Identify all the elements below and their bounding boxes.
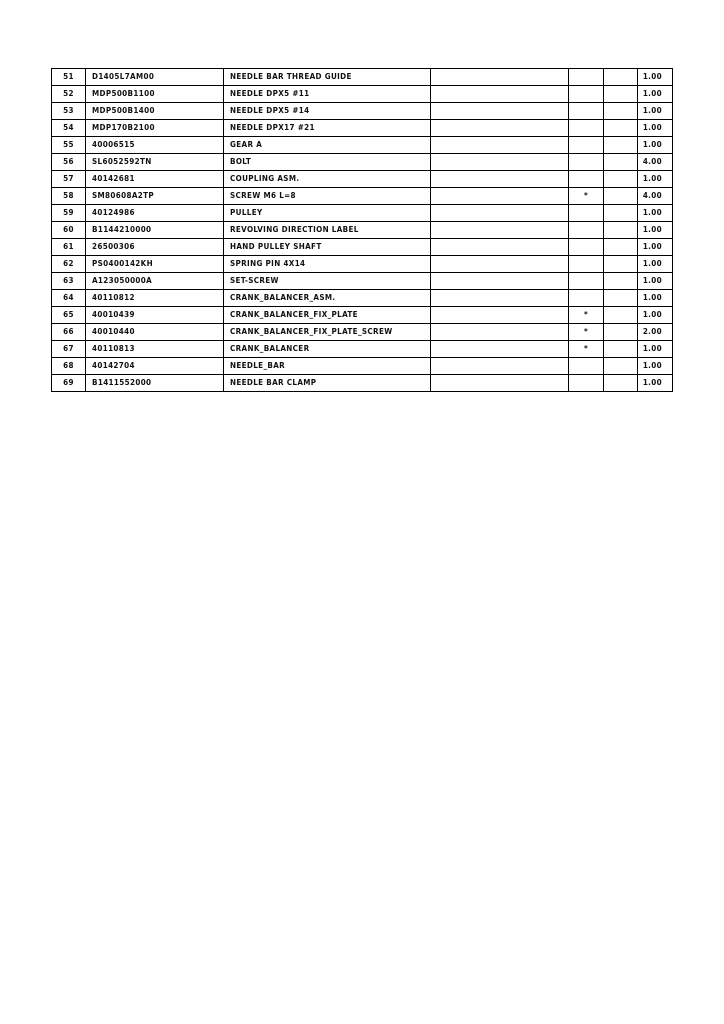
remark-cell <box>431 137 569 154</box>
description-cell: GEAR A <box>224 137 431 154</box>
mark-cell <box>569 273 604 290</box>
table-row <box>52 103 673 120</box>
item-number-cell: 59 <box>52 205 86 222</box>
part-number-cell: 40142704 <box>86 358 224 375</box>
quantity-cell: 1.00 <box>638 171 673 188</box>
remark-cell <box>431 324 569 341</box>
remark-cell <box>431 256 569 273</box>
extra-cell <box>604 137 638 154</box>
mark-cell: * <box>569 324 604 341</box>
mark-cell <box>569 290 604 307</box>
mark-cell <box>569 222 604 239</box>
item-number-cell: 60 <box>52 222 86 239</box>
remark-cell <box>431 341 569 358</box>
mark-cell <box>569 375 604 392</box>
extra-cell <box>604 290 638 307</box>
extra-cell <box>604 358 638 375</box>
remark-cell <box>431 103 569 120</box>
table-row <box>52 69 673 86</box>
part-number-cell: D1405L7AM00 <box>86 69 224 86</box>
table-row <box>52 171 673 188</box>
part-number-cell: 40006515 <box>86 137 224 154</box>
description-cell: SPRING PIN 4X14 <box>224 256 431 273</box>
remark-cell <box>431 307 569 324</box>
description-cell: NEEDLE DPX5 #11 <box>224 86 431 103</box>
mark-cell <box>569 239 604 256</box>
quantity-cell: 1.00 <box>638 290 673 307</box>
description-cell: CRANK_BALANCER_FIX_PLATE <box>224 307 431 324</box>
item-number-cell: 51 <box>52 69 86 86</box>
quantity-cell: 1.00 <box>638 137 673 154</box>
mark-cell <box>569 86 604 103</box>
quantity-cell: 2.00 <box>638 324 673 341</box>
extra-cell <box>604 171 638 188</box>
description-cell: NEEDLE DPX17 #21 <box>224 120 431 137</box>
table-row <box>52 120 673 137</box>
part-number-cell: 40010439 <box>86 307 224 324</box>
description-cell: PULLEY <box>224 205 431 222</box>
item-number-cell: 58 <box>52 188 86 205</box>
quantity-cell: 1.00 <box>638 273 673 290</box>
description-cell: COUPLING ASM. <box>224 171 431 188</box>
quantity-cell: 1.00 <box>638 256 673 273</box>
part-number-cell: MDP170B2100 <box>86 120 224 137</box>
part-number-cell: 40110813 <box>86 341 224 358</box>
quantity-cell: 1.00 <box>638 120 673 137</box>
table-row <box>52 341 673 358</box>
quantity-cell: 1.00 <box>638 239 673 256</box>
part-number-cell: 40142681 <box>86 171 224 188</box>
quantity-cell: 1.00 <box>638 358 673 375</box>
part-number-cell: B1144210000 <box>86 222 224 239</box>
item-number-cell: 61 <box>52 239 86 256</box>
part-number-cell: PS0400142KH <box>86 256 224 273</box>
extra-cell <box>604 103 638 120</box>
part-number-cell: MDP500B1100 <box>86 86 224 103</box>
remark-cell <box>431 188 569 205</box>
extra-cell <box>604 341 638 358</box>
item-number-cell: 65 <box>52 307 86 324</box>
item-number-cell: 69 <box>52 375 86 392</box>
item-number-cell: 64 <box>52 290 86 307</box>
extra-cell <box>604 239 638 256</box>
mark-cell: * <box>569 307 604 324</box>
part-number-cell: SM80608A2TP <box>86 188 224 205</box>
description-cell: NEEDLE_BAR <box>224 358 431 375</box>
extra-cell <box>604 273 638 290</box>
extra-cell <box>604 375 638 392</box>
description-cell: NEEDLE DPX5 #14 <box>224 103 431 120</box>
quantity-cell: 4.00 <box>638 154 673 171</box>
extra-cell <box>604 324 638 341</box>
table-row <box>52 222 673 239</box>
item-number-cell: 55 <box>52 137 86 154</box>
item-number-cell: 54 <box>52 120 86 137</box>
mark-cell <box>569 358 604 375</box>
table-row <box>52 273 673 290</box>
remark-cell <box>431 154 569 171</box>
table-row <box>52 188 673 205</box>
extra-cell <box>604 86 638 103</box>
table-row <box>52 256 673 273</box>
description-cell: BOLT <box>224 154 431 171</box>
quantity-cell: 1.00 <box>638 205 673 222</box>
extra-cell <box>604 154 638 171</box>
parts-list-body <box>52 69 673 392</box>
item-number-cell: 63 <box>52 273 86 290</box>
remark-cell <box>431 171 569 188</box>
extra-cell <box>604 205 638 222</box>
table-row <box>52 324 673 341</box>
table-row <box>52 307 673 324</box>
part-number-cell: 40010440 <box>86 324 224 341</box>
quantity-cell: 1.00 <box>638 341 673 358</box>
extra-cell <box>604 256 638 273</box>
remark-cell <box>431 290 569 307</box>
mark-cell <box>569 120 604 137</box>
quantity-cell: 1.00 <box>638 86 673 103</box>
part-number-cell: B1411552000 <box>86 375 224 392</box>
table-row <box>52 239 673 256</box>
part-number-cell: A123050000A <box>86 273 224 290</box>
description-cell: NEEDLE BAR CLAMP <box>224 375 431 392</box>
extra-cell <box>604 307 638 324</box>
remark-cell <box>431 222 569 239</box>
item-number-cell: 66 <box>52 324 86 341</box>
parts-list-table <box>51 68 673 392</box>
part-number-cell: 40110812 <box>86 290 224 307</box>
table-row <box>52 154 673 171</box>
item-number-cell: 52 <box>52 86 86 103</box>
mark-cell <box>569 137 604 154</box>
mark-cell <box>569 103 604 120</box>
table-row <box>52 290 673 307</box>
extra-cell <box>604 120 638 137</box>
item-number-cell: 57 <box>52 171 86 188</box>
mark-cell: * <box>569 188 604 205</box>
description-cell: SCREW M6 L=8 <box>224 188 431 205</box>
quantity-cell: 1.00 <box>638 103 673 120</box>
table-row <box>52 137 673 154</box>
remark-cell <box>431 358 569 375</box>
description-cell: CRANK_BALANCER_FIX_PLATE_SCREW <box>224 324 431 341</box>
part-number-cell: 40124986 <box>86 205 224 222</box>
quantity-cell: 1.00 <box>638 69 673 86</box>
item-number-cell: 53 <box>52 103 86 120</box>
remark-cell <box>431 120 569 137</box>
description-cell: REVOLVING DIRECTION LABEL <box>224 222 431 239</box>
mark-cell <box>569 69 604 86</box>
remark-cell <box>431 205 569 222</box>
quantity-cell: 1.00 <box>638 222 673 239</box>
mark-cell: * <box>569 341 604 358</box>
remark-cell <box>431 239 569 256</box>
mark-cell <box>569 171 604 188</box>
description-cell: CRANK_BALANCER_ASM. <box>224 290 431 307</box>
description-cell: NEEDLE BAR THREAD GUIDE <box>224 69 431 86</box>
quantity-cell: 1.00 <box>638 307 673 324</box>
part-number-cell: SL6052592TN <box>86 154 224 171</box>
quantity-cell: 4.00 <box>638 188 673 205</box>
remark-cell <box>431 69 569 86</box>
table-row <box>52 86 673 103</box>
part-number-cell: 26500306 <box>86 239 224 256</box>
description-cell: HAND PULLEY SHAFT <box>224 239 431 256</box>
remark-cell <box>431 273 569 290</box>
item-number-cell: 67 <box>52 341 86 358</box>
mark-cell <box>569 154 604 171</box>
extra-cell <box>604 69 638 86</box>
table-row <box>52 375 673 392</box>
item-number-cell: 56 <box>52 154 86 171</box>
mark-cell <box>569 256 604 273</box>
part-number-cell: MDP500B1400 <box>86 103 224 120</box>
description-cell: CRANK_BALANCER <box>224 341 431 358</box>
quantity-cell: 1.00 <box>638 375 673 392</box>
extra-cell <box>604 222 638 239</box>
item-number-cell: 62 <box>52 256 86 273</box>
extra-cell <box>604 188 638 205</box>
remark-cell <box>431 375 569 392</box>
mark-cell <box>569 205 604 222</box>
table-row <box>52 205 673 222</box>
table-row <box>52 358 673 375</box>
remark-cell <box>431 86 569 103</box>
description-cell: SET-SCREW <box>224 273 431 290</box>
item-number-cell: 68 <box>52 358 86 375</box>
